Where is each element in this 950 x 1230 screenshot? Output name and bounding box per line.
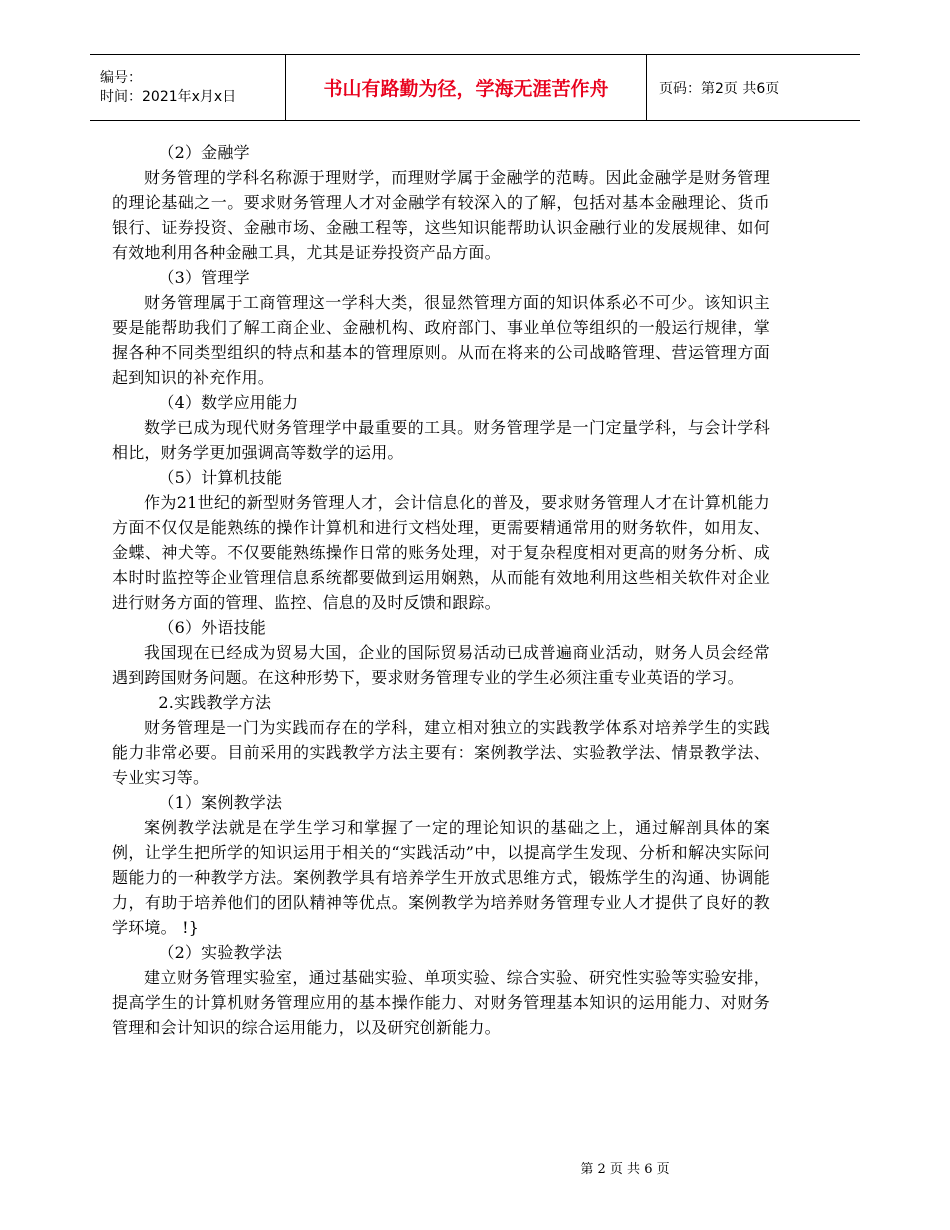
page-info: 页码：第2页 共6页 xyxy=(659,80,780,97)
section-heading: （1）案例教学法 xyxy=(158,793,283,812)
section-heading: （2）金融学 xyxy=(158,143,250,162)
body-paragraph: 作为21世纪的新型财务管理人才，会计信息化的普及，要求财务管理人才在计算机能力方面不仅仅是能熟练的操作计算机和进行文档处理，更需要精通常用的财务软件，如用友、金蝶、神犬等。不仅要能熟练操作日常的账务处理，对于复杂程度相对更高的财务分析、成本时时监控等企业管理信息系统都要做到运用娴熟，从而能有效地利用这些相关软件对企业进行财务方面的管理、监控、信息的及时反馈和跟踪。 xyxy=(112,493,770,612)
motto-text: 书山有路勤为径，学海无涯苦作舟 xyxy=(323,78,609,100)
time-label: 时间：2021年x月x日 xyxy=(100,88,237,105)
header-right xyxy=(647,55,860,120)
section-heading: 2.实践教学方法 xyxy=(158,693,272,712)
body-paragraph: 财务管理是一门为实践而存在的学科，建立相对独立的实践教学体系对培养学生的实践能力非常必要。目前采用的实践教学方法主要有：案例教学法、实验教学法、情景教学法、专业实习等。 xyxy=(112,718,770,787)
number-label: 编号： xyxy=(100,69,142,86)
body-paragraph: 案例教学法就是在学生学习和掌握了一定的理论知识的基础之上，通过解剖具体的案例，让学生把所学的知识运用于相关的“实践活动”中，以提高学生发现、分析和解决实际问题能力的一种教学方法。案例教学具有培养学生开放式思维方式，锻炼学生的沟通、协调能力，有助于培养他们的团队精神等优点。案例教学为培养财务管理专业人才提供了良好的教学环境。 !} xyxy=(112,818,770,937)
section-heading: （2）实验教学法 xyxy=(158,943,283,962)
header-center xyxy=(285,55,647,120)
body-paragraph: 财务管理属于工商管理这一学科大类，很显然管理方面的知识体系必不可少。该知识主要是能帮助我们了解工商企业、金融机构、政府部门、事业单位等组织的一般运行规律，掌握各种不同类型组织的特点和基本的管理原则。从而在将来的公司战略管理、营运管理方面起到知识的补充作用。 xyxy=(112,293,770,387)
section-heading: （6）外语技能 xyxy=(158,618,266,637)
header-left xyxy=(90,55,285,120)
body-paragraph: 我国现在已经成为贸易大国，企业的国际贸易活动已成普遍商业活动，财务人员会经常遇到跨国财务问题。在这种形势下，要求财务管理专业的学生必须注重专业英语的学习。 xyxy=(112,643,770,687)
section-heading: （5）计算机技能 xyxy=(158,468,283,487)
section-heading: （4）数学应用能力 xyxy=(158,393,299,412)
body-paragraph: 建立财务管理实验室，通过基础实验、单项实验、综合实验、研究性实验等实验安排，提高学生的计算机财务管理应用的基本操作能力、对财务管理基本知识的运用能力、对财务管理和会计知识的综合运用能力，以及研究创新能力。 xyxy=(112,968,770,1037)
body-paragraph: 财务管理的学科名称源于理财学，而理财学属于金融学的范畴。因此金融学是财务管理的理论基础之一。要求财务管理人才对金融学有较深入的了解，包括对基本金融理论、货币银行、证券投资、金融市场、金融工程等，这些知识能帮助认识金融行业的发展规律、如何有效地利用各种金融工具，尤其是证券投资产品方面。 xyxy=(112,168,770,262)
page-footer: 第 2 页 共 6 页 xyxy=(580,1162,670,1177)
body-paragraph: 数学已成为现代财务管理学中最重要的工具。财务管理学是一门定量学科，与会计学科相比，财务学更加强调高等数学的运用。 xyxy=(112,418,770,462)
page-header xyxy=(90,54,860,121)
section-heading: （3）管理学 xyxy=(158,268,250,287)
document-body xyxy=(112,140,770,1040)
